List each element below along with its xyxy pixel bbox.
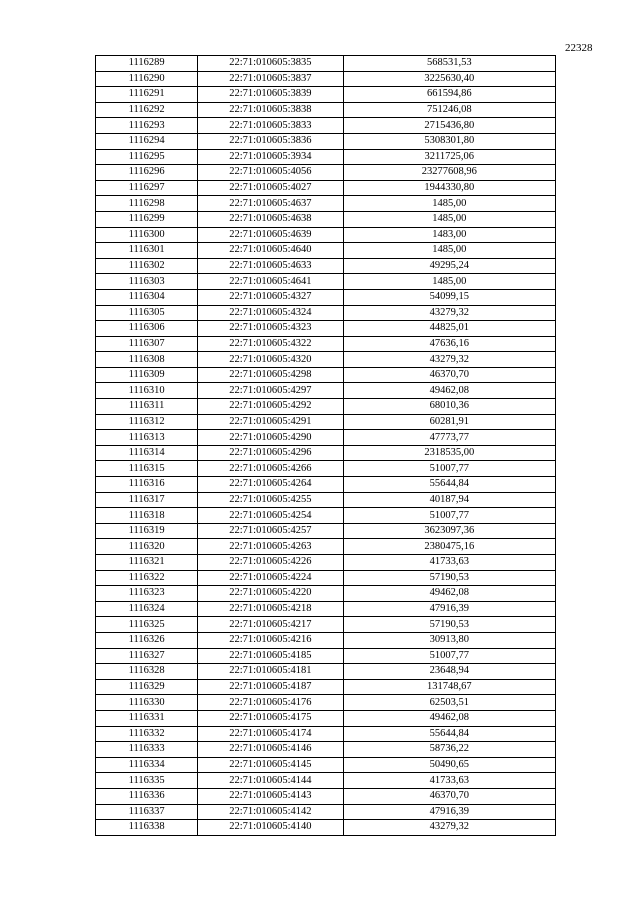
row-number-cell: 1116332: [96, 726, 198, 742]
cadastral-number-cell: 22:71:010605:4640: [198, 243, 343, 259]
cadastral-number-cell: 22:71:010605:3835: [198, 56, 343, 72]
cadastral-number-cell: 22:71:010605:4027: [198, 180, 343, 196]
cadastral-number-cell: 22:71:010605:4290: [198, 430, 343, 446]
cadastral-value-cell: 43279,32: [343, 820, 555, 836]
cadastral-number-cell: 22:71:010605:4291: [198, 414, 343, 430]
table-row: [96, 773, 556, 789]
table-body: [96, 56, 556, 836]
table-row: [96, 617, 556, 633]
table-row: [96, 399, 556, 415]
cadastral-number-cell: 22:71:010605:4296: [198, 445, 343, 461]
row-number-cell: 1116334: [96, 757, 198, 773]
cadastral-value-cell: 62503,51: [343, 695, 555, 711]
table-row: [96, 289, 556, 305]
cadastral-value-cell: 1485,00: [343, 243, 555, 259]
cadastral-value-cell: 41733,63: [343, 555, 555, 571]
cadastral-value-cell: 57190,53: [343, 570, 555, 586]
table-row: [96, 523, 556, 539]
table-row: [96, 321, 556, 337]
cadastral-number-cell: 22:71:010605:4639: [198, 227, 343, 243]
cadastral-number-cell: 22:71:010605:4263: [198, 539, 343, 555]
table-row: [96, 679, 556, 695]
cadastral-value-cell: 1483,00: [343, 227, 555, 243]
cadastral-value-cell: 43279,32: [343, 352, 555, 368]
table-row: [96, 274, 556, 290]
row-number-cell: 1116338: [96, 820, 198, 836]
table-row: [96, 367, 556, 383]
cadastral-value-cell: 1485,00: [343, 196, 555, 212]
row-number-cell: 1116330: [96, 695, 198, 711]
cadastral-value-cell: 44825,01: [343, 321, 555, 337]
cadastral-value-cell: 43279,32: [343, 305, 555, 321]
cadastral-value-cell: 60281,91: [343, 414, 555, 430]
cadastral-number-cell: 22:71:010605:3833: [198, 118, 343, 134]
cadastral-value-cell: 49462,08: [343, 586, 555, 602]
cadastral-number-cell: 22:71:010605:4298: [198, 367, 343, 383]
table-row: [96, 258, 556, 274]
row-number-cell: 1116294: [96, 133, 198, 149]
row-number-cell: 1116326: [96, 632, 198, 648]
table-row: [96, 165, 556, 181]
cadastral-number-cell: 22:71:010605:4224: [198, 570, 343, 586]
row-number-cell: 1116297: [96, 180, 198, 196]
cadastral-number-cell: 22:71:010605:4144: [198, 773, 343, 789]
cadastral-value-cell: 3623097,36: [343, 523, 555, 539]
cadastral-number-cell: 22:71:010605:4637: [198, 196, 343, 212]
cadastral-number-cell: 22:71:010605:3838: [198, 102, 343, 118]
cadastral-value-cell: 55644,84: [343, 477, 555, 493]
table-row: [96, 820, 556, 836]
row-number-cell: 1116316: [96, 477, 198, 493]
row-number-cell: 1116303: [96, 274, 198, 290]
cadastral-value-cell: 1485,00: [343, 211, 555, 227]
row-number-cell: 1116319: [96, 523, 198, 539]
row-number-cell: 1116322: [96, 570, 198, 586]
page-number: 22328: [565, 42, 593, 54]
cadastral-number-cell: 22:71:010605:4254: [198, 508, 343, 524]
cadastral-number-cell: 22:71:010605:4638: [198, 211, 343, 227]
table-row: [96, 710, 556, 726]
cadastral-value-cell: 54099,15: [343, 289, 555, 305]
table-row: [96, 555, 556, 571]
cadastral-value-cell: 3211725,06: [343, 149, 555, 165]
cadastral-number-cell: 22:71:010605:4216: [198, 632, 343, 648]
cadastral-number-cell: 22:71:010605:3836: [198, 133, 343, 149]
cadastral-value-cell: 23648,94: [343, 664, 555, 680]
table-row: [96, 788, 556, 804]
row-number-cell: 1116293: [96, 118, 198, 134]
table-row: [96, 664, 556, 680]
cadastral-number-cell: 22:71:010605:4175: [198, 710, 343, 726]
row-number-cell: 1116333: [96, 742, 198, 758]
cadastral-number-cell: 22:71:010605:3839: [198, 87, 343, 103]
cadastral-value-cell: 131748,67: [343, 679, 555, 695]
cadastral-value-cell: 5308301,80: [343, 133, 555, 149]
table-row: [96, 336, 556, 352]
cadastral-value-cell: 2715436,80: [343, 118, 555, 134]
cadastral-number-cell: 22:71:010605:4146: [198, 742, 343, 758]
table-row: [96, 586, 556, 602]
row-number-cell: 1116291: [96, 87, 198, 103]
cadastral-value-cell: 47636,16: [343, 336, 555, 352]
row-number-cell: 1116304: [96, 289, 198, 305]
cadastral-number-cell: 22:71:010605:4140: [198, 820, 343, 836]
cadastral-value-cell: 51007,77: [343, 461, 555, 477]
cadastral-number-cell: 22:71:010605:4323: [198, 321, 343, 337]
row-number-cell: 1116290: [96, 71, 198, 87]
table-row: [96, 492, 556, 508]
cadastral-number-cell: 22:71:010605:4145: [198, 757, 343, 773]
table-row: [96, 757, 556, 773]
row-number-cell: 1116324: [96, 601, 198, 617]
table-row: [96, 726, 556, 742]
table-row: [96, 477, 556, 493]
cadastral-value-cell: 30913,80: [343, 632, 555, 648]
cadastral-value-cell: 49462,08: [343, 383, 555, 399]
table-row: [96, 211, 556, 227]
cadastral-number-cell: 22:71:010605:4187: [198, 679, 343, 695]
cadastral-value-cell: 568531,53: [343, 56, 555, 72]
table-row: [96, 180, 556, 196]
table-row: [96, 601, 556, 617]
cadastral-number-cell: 22:71:010605:3934: [198, 149, 343, 165]
cadastral-number-cell: 22:71:010605:3837: [198, 71, 343, 87]
cadastral-value-cell: 49462,08: [343, 710, 555, 726]
cadastral-value-cell: 23277608,96: [343, 165, 555, 181]
table-row: [96, 445, 556, 461]
row-number-cell: 1116311: [96, 399, 198, 415]
row-number-cell: 1116308: [96, 352, 198, 368]
cadastral-value-cell: 51007,77: [343, 508, 555, 524]
cadastral-number-cell: 22:71:010605:4255: [198, 492, 343, 508]
cadastral-value-cell: 1944330,80: [343, 180, 555, 196]
cadastral-number-cell: 22:71:010605:4292: [198, 399, 343, 415]
row-number-cell: 1116300: [96, 227, 198, 243]
row-number-cell: 1116325: [96, 617, 198, 633]
table-row: [96, 383, 556, 399]
row-number-cell: 1116302: [96, 258, 198, 274]
table-row: [96, 149, 556, 165]
cadastral-number-cell: 22:71:010605:4327: [198, 289, 343, 305]
cadastral-number-cell: 22:71:010605:4181: [198, 664, 343, 680]
cadastral-value-cell: 47916,39: [343, 804, 555, 820]
cadastral-number-cell: 22:71:010605:4641: [198, 274, 343, 290]
cadastral-number-cell: 22:71:010605:4217: [198, 617, 343, 633]
cadastral-value-cell: 57190,53: [343, 617, 555, 633]
row-number-cell: 1116323: [96, 586, 198, 602]
cadastral-number-cell: 22:71:010605:4220: [198, 586, 343, 602]
row-number-cell: 1116298: [96, 196, 198, 212]
cadastral-number-cell: 22:71:010605:4324: [198, 305, 343, 321]
cadastral-value-cell: 3225630,40: [343, 71, 555, 87]
cadastral-value-cell: 50490,65: [343, 757, 555, 773]
row-number-cell: 1116318: [96, 508, 198, 524]
row-number-cell: 1116337: [96, 804, 198, 820]
table-row: [96, 118, 556, 134]
cadastral-value-cell: 68010,36: [343, 399, 555, 415]
row-number-cell: 1116327: [96, 648, 198, 664]
table-row: [96, 305, 556, 321]
cadastral-number-cell: 22:71:010605:4218: [198, 601, 343, 617]
cadastral-value-cell: 46370,70: [343, 788, 555, 804]
cadastral-number-cell: 22:71:010605:4297: [198, 383, 343, 399]
cadastral-value-cell: 47916,39: [343, 601, 555, 617]
cadastral-number-cell: 22:71:010605:4320: [198, 352, 343, 368]
table-row: [96, 243, 556, 259]
cadastral-number-cell: 22:71:010605:4142: [198, 804, 343, 820]
cadastral-number-cell: 22:71:010605:4174: [198, 726, 343, 742]
row-number-cell: 1116315: [96, 461, 198, 477]
cadastral-number-cell: 22:71:010605:4264: [198, 477, 343, 493]
table-row: [96, 804, 556, 820]
cadastral-number-cell: 22:71:010605:4633: [198, 258, 343, 274]
cadastral-value-cell: 58736,22: [343, 742, 555, 758]
row-number-cell: 1116317: [96, 492, 198, 508]
cadastral-number-cell: 22:71:010605:4266: [198, 461, 343, 477]
cadastral-number-cell: 22:71:010605:4143: [198, 788, 343, 804]
table-row: [96, 56, 556, 72]
cadastral-value-cell: 1485,00: [343, 274, 555, 290]
row-number-cell: 1116309: [96, 367, 198, 383]
cadastral-number-cell: 22:71:010605:4226: [198, 555, 343, 571]
table-row: [96, 71, 556, 87]
row-number-cell: 1116328: [96, 664, 198, 680]
cadastral-value-cell: 41733,63: [343, 773, 555, 789]
cadastral-number-cell: 22:71:010605:4185: [198, 648, 343, 664]
cadastral-value-cell: 51007,77: [343, 648, 555, 664]
table-row: [96, 430, 556, 446]
table-row: [96, 742, 556, 758]
row-number-cell: 1116312: [96, 414, 198, 430]
cadastral-value-cell: 40187,94: [343, 492, 555, 508]
table-row: [96, 648, 556, 664]
cadastral-value-cell: 47773,77: [343, 430, 555, 446]
table-row: [96, 352, 556, 368]
cadastral-value-cell: 751246,08: [343, 102, 555, 118]
table-row: [96, 414, 556, 430]
row-number-cell: 1116301: [96, 243, 198, 259]
row-number-cell: 1116306: [96, 321, 198, 337]
row-number-cell: 1116321: [96, 555, 198, 571]
row-number-cell: 1116292: [96, 102, 198, 118]
cadastral-value-table: [95, 55, 556, 836]
cadastral-value-cell: 49295,24: [343, 258, 555, 274]
row-number-cell: 1116296: [96, 165, 198, 181]
cadastral-number-cell: 22:71:010605:4257: [198, 523, 343, 539]
row-number-cell: 1116289: [96, 56, 198, 72]
table-row: [96, 227, 556, 243]
row-number-cell: 1116329: [96, 679, 198, 695]
table-row: [96, 102, 556, 118]
row-number-cell: 1116314: [96, 445, 198, 461]
table-row: [96, 632, 556, 648]
cadastral-number-cell: 22:71:010605:4056: [198, 165, 343, 181]
table-row: [96, 87, 556, 103]
row-number-cell: 1116336: [96, 788, 198, 804]
cadastral-number-cell: 22:71:010605:4176: [198, 695, 343, 711]
table-row: [96, 570, 556, 586]
table-row: [96, 539, 556, 555]
row-number-cell: 1116335: [96, 773, 198, 789]
cadastral-value-cell: 2318535,00: [343, 445, 555, 461]
table-row: [96, 133, 556, 149]
table-row: [96, 461, 556, 477]
row-number-cell: 1116295: [96, 149, 198, 165]
row-number-cell: 1116307: [96, 336, 198, 352]
row-number-cell: 1116299: [96, 211, 198, 227]
table-row: [96, 508, 556, 524]
table-row: [96, 695, 556, 711]
row-number-cell: 1116305: [96, 305, 198, 321]
row-number-cell: 1116320: [96, 539, 198, 555]
cadastral-value-cell: 46370,70: [343, 367, 555, 383]
row-number-cell: 1116313: [96, 430, 198, 446]
cadastral-value-cell: 55644,84: [343, 726, 555, 742]
cadastral-value-cell: 661594,86: [343, 87, 555, 103]
table-row: [96, 196, 556, 212]
cadastral-value-cell: 2380475,16: [343, 539, 555, 555]
row-number-cell: 1116310: [96, 383, 198, 399]
cadastral-number-cell: 22:71:010605:4322: [198, 336, 343, 352]
row-number-cell: 1116331: [96, 710, 198, 726]
